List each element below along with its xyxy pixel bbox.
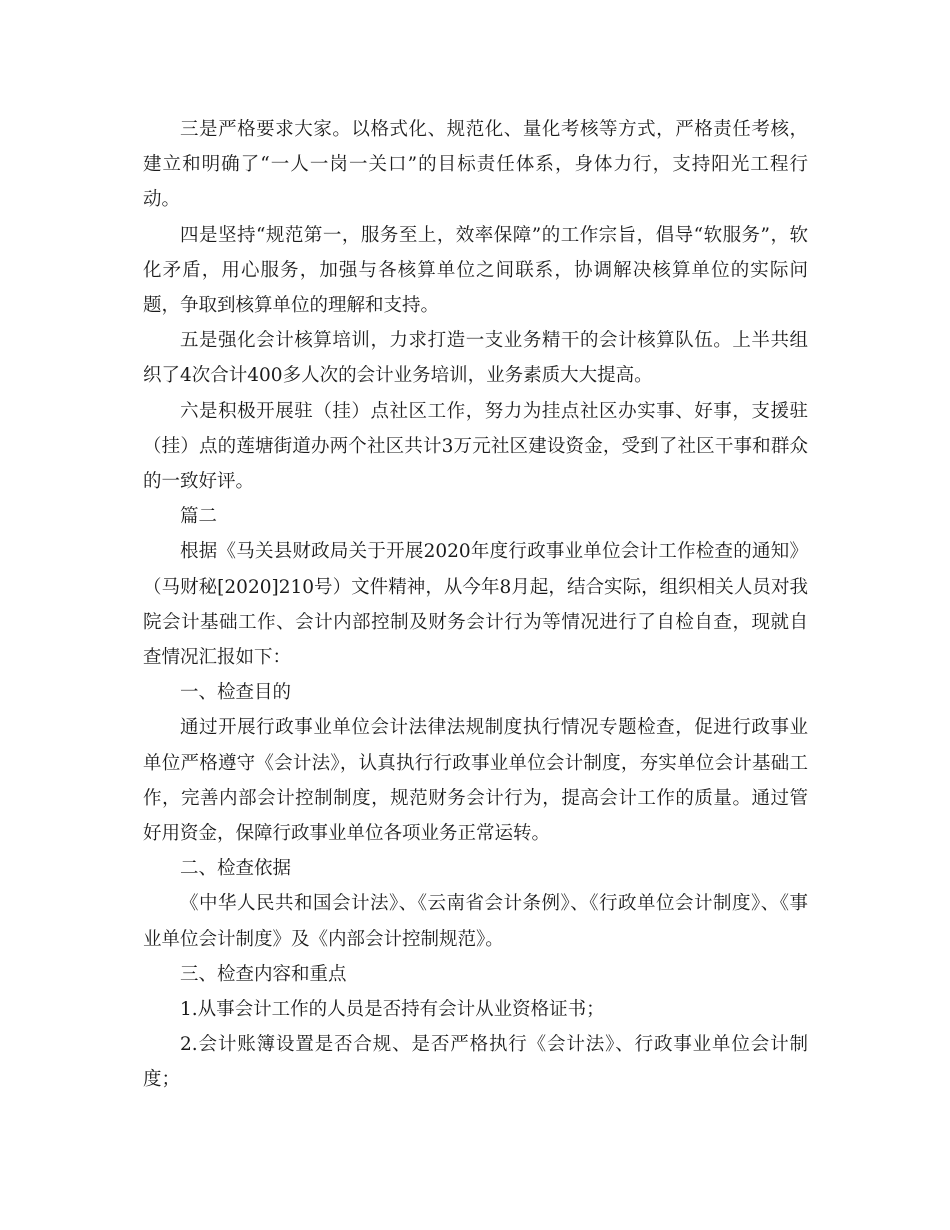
heading-check-purpose: 一、检查目的 xyxy=(180,682,292,704)
purpose-paragraph: 通过开展行政事业单位会计法律法规制度执行情况专题检查，促进行政事业单位严格遵守《会计法》，认真执行行政事业单位会计制度，夯实单位会计基础工作，完善内部会计控制制度，规范财务会计行为，提高会计工作的质量。通过管好用资金，保障行政事业单位各项业务正常运转。 xyxy=(143,717,808,845)
paragraph-item-4: 四是坚持“规范第一，服务至上，效率保障”的工作宗旨，倡导“软服务”，软化矛盾，用心服务，加强与各核算单位之间联系，协调解决核算单位的实际问题，争取到核算单位的理解和支持。 xyxy=(143,224,808,317)
document-body xyxy=(143,112,808,1098)
paragraph-item-3: 三是严格要求大家。以格式化、规范化、量化考核等方式，严格责任考核，建立和明确了“一人一岗一关口”的目标责任体系，身体力行，支持阳光工程行动。 xyxy=(143,119,808,211)
heading-check-basis: 二、检查依据 xyxy=(180,858,292,880)
heading-check-content: 三、检查内容和重点 xyxy=(180,963,347,985)
intro-paragraph: 根据《马关县财政局关于开展2020年度行政事业单位会计工作检查的通知》（马财秘[2020]210号）文件精神，从今年8月起，结合实际，组织相关人员对我院会计基础工作、会计内部控制及财务会计行为等情况进行了自检自查，现就自查情况汇报如下： xyxy=(143,541,808,669)
content-item-1: 1.从事会计工作的人员是否持有会计从业资格证书； xyxy=(180,999,605,1021)
basis-paragraph: 《中华人民共和国会计法》、《云南省会计条例》、《行政单位会计制度》、《事业单位会计制度》及《内部会计控制规范》。 xyxy=(143,893,808,950)
paragraph-item-6: 六是积极开展驻（挂）点社区工作，努力为挂点社区办实事、好事，支援驻（挂）点的莲塘街道办两个社区共计3万元社区建设资金，受到了社区干事和群众的一致好评。 xyxy=(143,400,808,493)
section-heading-part-two: 篇二 xyxy=(180,506,218,528)
content-item-2: 2.会计账簿设置是否合规、是否严格执行《会计法》、行政事业单位会计制度； xyxy=(143,1034,808,1091)
paragraph-item-5: 五是强化会计核算培训，力求打造一支业务精干的会计核算队伍。上半共组织了4次合计400多人次的会计业务培训，业务素质大大提高。 xyxy=(143,330,808,387)
